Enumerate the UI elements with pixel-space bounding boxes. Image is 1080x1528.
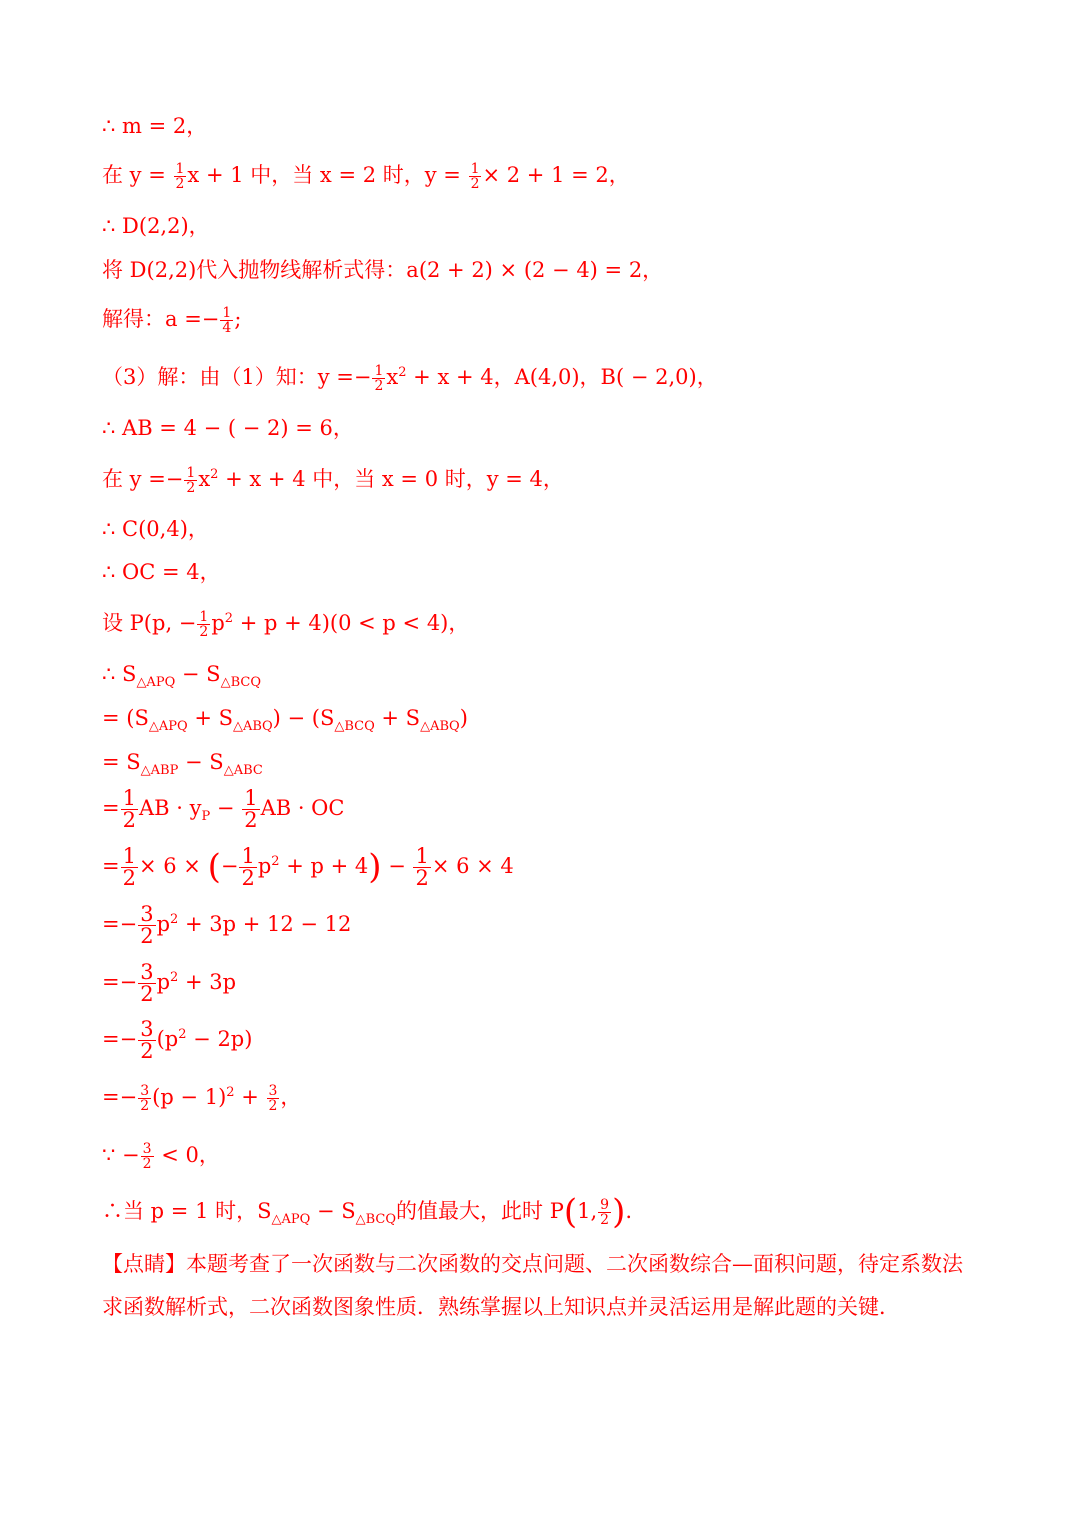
- comment-paragraph: [102, 1243, 982, 1329]
- step-d-substitute: 在 y = $\frac{1}{2}$ x + 1 中，当 x = 2 时，y = $\frac{1}{2}$ × 2 + 1 = 2，: [102, 161, 630, 192]
- fraction-three-half: $\frac{3}{2}$: [140, 1017, 154, 1063]
- fraction-three-half: $\frac{3}{2}$: [140, 902, 154, 948]
- step-ab-length: ∴ AB = 4 − ( − 2) = 6，: [102, 416, 354, 440]
- step-substitute-parabola: 将 D(2,2)代入抛物线解析式得：a(2 + 2) × (2 − 4) = 2，: [102, 258, 664, 282]
- step-oc-length: ∴ OC = 4，: [102, 560, 221, 584]
- fraction-quarter: $\frac{1}{4}$: [222, 305, 232, 336]
- fraction-half: $\frac{1}{2}$: [470, 161, 480, 192]
- fraction-half: $\frac{1}{2}$: [122, 844, 136, 890]
- fraction-three-half: $\frac{3}{2}$: [140, 1083, 150, 1114]
- fraction-half: $\frac{1}{2}$: [244, 786, 258, 832]
- area-step-6: =− $\frac{3}{2}$ $p^2 + 3p + 12 - 12$: [102, 902, 352, 948]
- fraction-nine-half: $\frac{9}{2}$: [600, 1197, 610, 1228]
- area-step-4: = $\frac{1}{2}$ AB · $y_P$ − $\frac{1}{2}$ AB · OC: [102, 786, 345, 832]
- comment-text: 本题考查了一次函数与二次函数的交点问题、二次函数综合—面积问题，待定系数法求函数解析式，二次函数图象性质．熟练掌握以上知识点并灵活运用是解此题的关键．: [102, 1252, 963, 1319]
- fraction-three-half: $\frac{3}{2}$: [140, 960, 154, 1006]
- fraction-half: $\frac{1}{2}$: [241, 844, 255, 890]
- fraction-half: $\frac{1}{2}$: [122, 786, 136, 832]
- area-step-7: =− $\frac{3}{2}$ $p^2 + 3p$: [102, 960, 237, 1006]
- step-conclusion: ∴当 p = 1 时，$S_{\triangle APQ} - S_{\triangle BCQ}$的值最大，此时 P(1, $\frac{9}{2}$ ).: [102, 1191, 633, 1232]
- area-step-9: =− $\frac{3}{2}$ $(p - 1)^2$ + $\frac{3}{2}$ ，: [102, 1083, 302, 1114]
- step-d-point: ∴ D(2,2)，: [102, 214, 210, 238]
- area-step-2: = $(S_{\triangle APQ} + S_{\triangle ABQ}) - (S_{\triangle BCQ} + S_{\triangle ABQ})$: [102, 706, 468, 735]
- area-step-5: = $\frac{1}{2}$ × 6 × (− $\frac{1}{2}$ $p^2 + p + 4$) − $\frac{1}{2}$ × 6 × 4: [102, 844, 514, 890]
- part3-intro: （3）解：由（1）知：y =− $\frac{1}{2}$ $x^2 + x + 4$，A(4,0)，B( − 2,0)，: [102, 363, 718, 394]
- area-step-3: = $S_{\triangle ABP} - S_{\triangle ABC}$: [102, 750, 263, 779]
- fraction-half: $\frac{1}{2}$: [199, 609, 209, 640]
- fraction-three-half: $\frac{3}{2}$: [268, 1083, 278, 1114]
- step-c-intercept: 在 y =− $\frac{1}{2}$ $x^2 + x + 4$ 中，当 x = 0 时，y = 4，: [102, 465, 564, 496]
- step-c-point: ∴ C(0,4)，: [102, 517, 209, 541]
- step-coefficient-negative: ∵ − $\frac{3}{2}$ < 0，: [102, 1141, 220, 1172]
- fraction-half: $\frac{1}{2}$: [175, 161, 185, 192]
- area-step-8: =− $\frac{3}{2}$ $(p^2 - 2p)$: [102, 1017, 253, 1063]
- fraction-three-half: $\frac{3}{2}$: [142, 1141, 152, 1172]
- comment-label: 【点睛】: [102, 1252, 186, 1276]
- fraction-half: $\frac{1}{2}$: [374, 363, 384, 394]
- fraction-half: $\frac{1}{2}$: [415, 844, 429, 890]
- fraction-half: $\frac{1}{2}$: [186, 465, 196, 496]
- step-solve-a: 解得：a =− $\frac{1}{4}$ ;: [102, 305, 242, 336]
- step-m-value: ∴ m = 2，: [102, 114, 208, 138]
- step-set-p: 设 P(p, − $\frac{1}{2}$ $p^2 + p + 4)(0 < p < 4)$，: [102, 609, 470, 640]
- area-step-1: ∴ $S_{\triangle APQ} - S_{\triangle BCQ}$: [102, 662, 261, 691]
